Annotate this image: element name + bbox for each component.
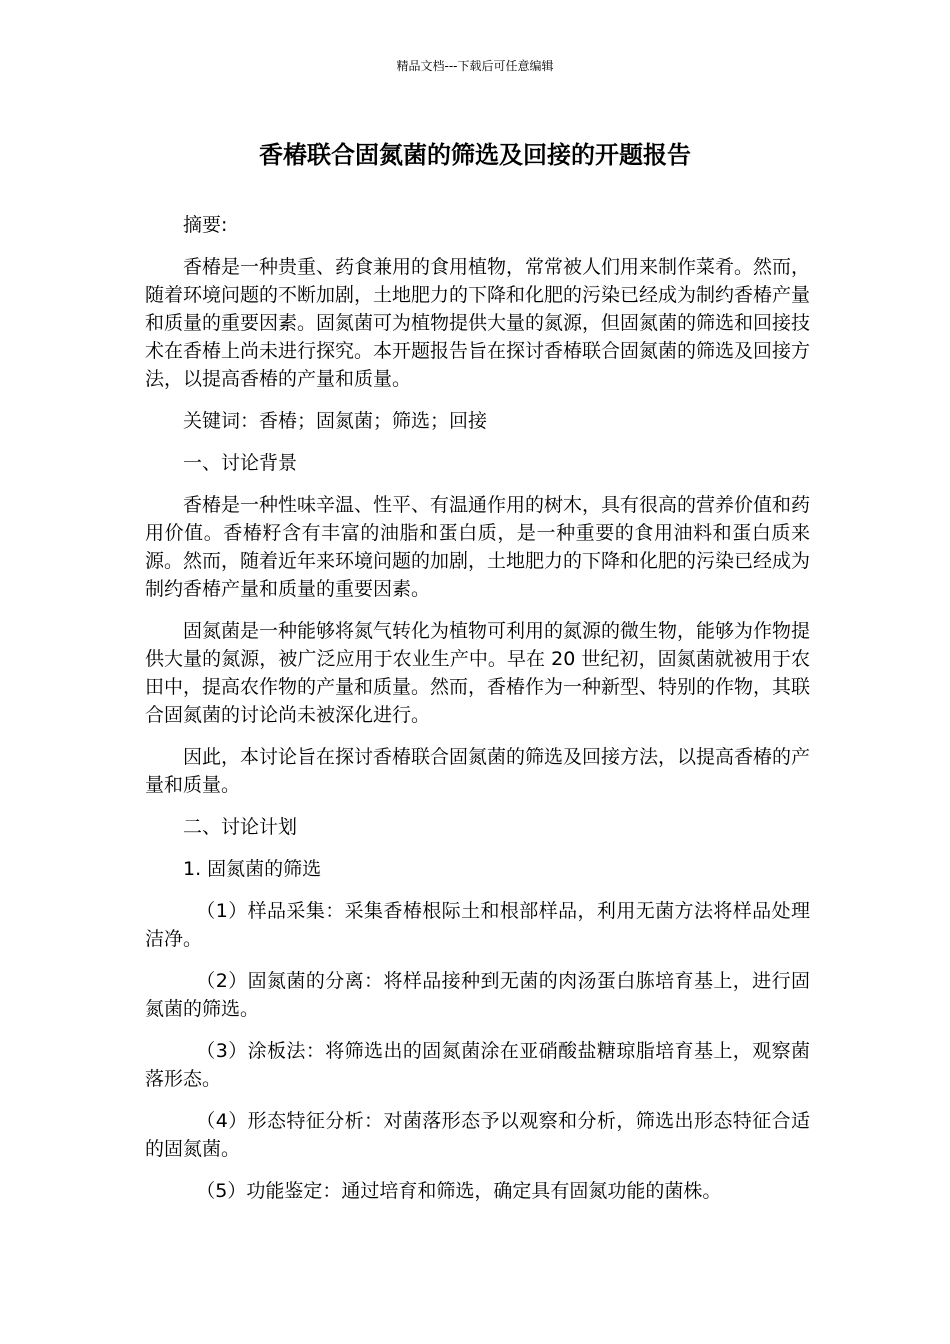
section-heading-background: 一、讨论背景 xyxy=(183,452,298,474)
step-item-1: （1）样品采集：采集香椿根际土和根部样品，利用无菌方法将样品处理洁净。 xyxy=(145,900,810,950)
abstract-paragraph: 香椿是一种贵重、药食兼用的食用植物，常常被人们用来制作菜肴。然而，随着环境问题的不断加剧，土地肥力的下降和化肥的污染已经成为制约香椿产量和质量的重要因素。固氮菌可为植物提供大量的氮源，但固氮菌的筛选和回接技术在香椿上尚未进行探究。本开题报告旨在探讨香椿联合固氮菌的筛选及回接方法，以提高香椿的产量和质量。 xyxy=(145,256,811,390)
section-heading-plan: 二、讨论计划 xyxy=(183,816,298,838)
document-body xyxy=(145,211,810,1219)
keywords-line: 关键词：香椿；固氮菌；筛选；回接 xyxy=(183,410,488,432)
abstract-label: 摘要: xyxy=(183,214,228,236)
step-item-2: （2）固氮菌的分离：将样品接种到无菌的肉汤蛋白胨培育基上，进行固氮菌的筛选。 xyxy=(145,970,810,1020)
step-item-3: （3）涂板法：将筛选出的固氮菌涂在亚硝酸盐糖琼脂培育基上，观察菌落形态。 xyxy=(145,1040,810,1090)
step-item-5: （5）功能鉴定：通过培育和筛选，确定具有固氮功能的菌株。 xyxy=(196,1180,722,1202)
background-paragraph-2: 固氮菌是一种能够将氮气转化为植物可利用的氮源的微生物，能够为作物提供大量的氮源，被广泛应用于农业生产中。早在 20 世纪初，固氮菌就被用于农田中，提高农作物的产量和质量。然而，香椿作为一种新型、特别的作物，其联合固氮菌的讨论尚未被深化进行。 xyxy=(145,620,811,726)
background-paragraph-3: 因此，本讨论旨在探讨香椿联合固氮菌的筛选及回接方法，以提高香椿的产量和质量。 xyxy=(145,746,811,796)
subsection-heading-screening: 1. 固氮菌的筛选 xyxy=(183,858,322,880)
header-note: 精品文档---下载后可任意编辑 xyxy=(396,59,554,73)
background-paragraph-1: 香椿是一种性味辛温、性平、有温通作用的树木，具有很高的营养价值和药用价值。香椿籽含有丰富的油脂和蛋白质，是一种重要的食用油料和蛋白质来源。然而，随着近年来环境问题的加剧，土地肥力的下降和化肥的污染已经成为制约香椿产量和质量的重要因素。 xyxy=(145,494,811,600)
document-title: 香椿联合固氮菌的筛选及回接的开题报告 xyxy=(259,141,691,169)
step-item-4: （4）形态特征分析：对菌落形态予以观察和分析，筛选出形态特征合适的固氮菌。 xyxy=(145,1110,810,1160)
